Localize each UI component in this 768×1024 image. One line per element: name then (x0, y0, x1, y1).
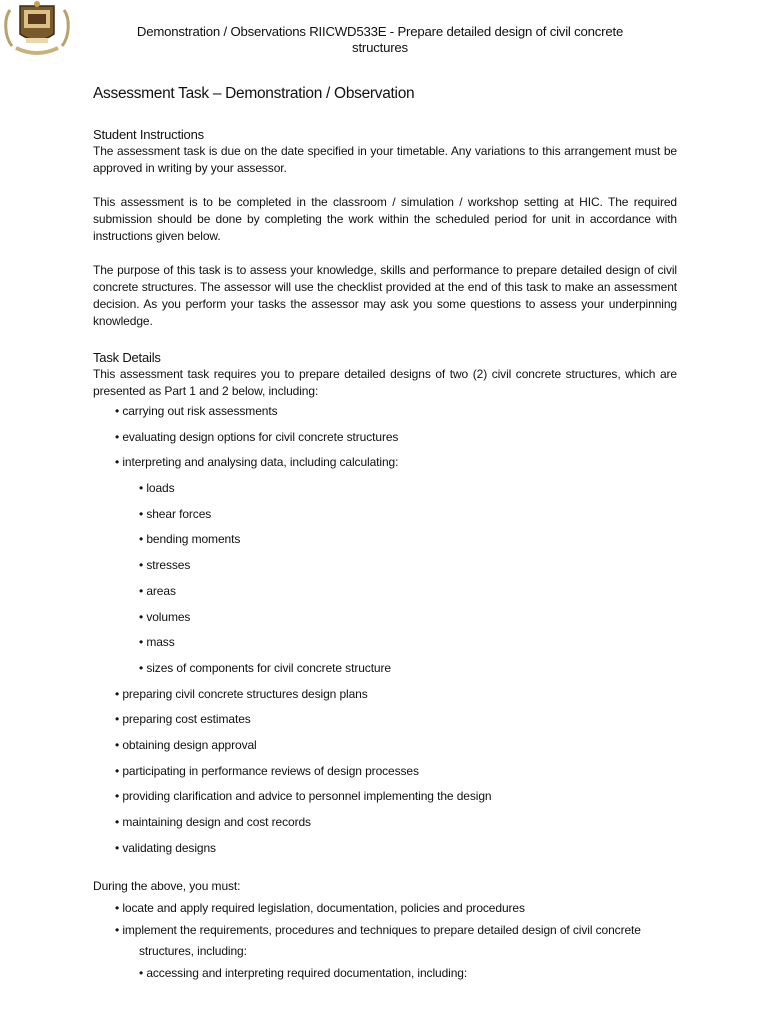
task-list (93, 403, 677, 857)
header-line-1: Demonstration / Observations RIICWD533E - Prepare detailed design of civil concrete (136, 24, 624, 39)
instructions-paragraph-1: The assessment task is due on the date specified in your timetable. Any variations to this arrangement must be approved in writing by your assessor. (93, 144, 677, 175)
list-item-text: • implement the requirements, procedures and techniques to prepare detailed design of civil concrete (115, 922, 641, 937)
instructions-paragraph-2: This assessment is to be completed in the classroom / simulation / workshop setting at HIC. The required submission should be done by completing the work within the scheduled period for unit in accordance with instructions given below. (93, 195, 677, 243)
student-instructions-heading: Student Instructions (93, 127, 204, 142)
list-item: • providing clarification and advice to personnel implementing the design (115, 789, 492, 804)
list-item: • evaluating design options for civil concrete structures (115, 429, 399, 444)
list-item: • shear forces (139, 506, 212, 521)
list-item: • volumes (139, 609, 191, 624)
list-item: • locate and apply required legislation, documentation, policies and procedures (115, 900, 525, 915)
document-header (120, 24, 640, 56)
list-item-continuation: structures, including: (139, 943, 247, 958)
page-title: Assessment Task – Demonstration / Observation (93, 85, 415, 102)
list-item: • bending moments (139, 532, 241, 547)
list-item: • sizes of components for civil concrete structure (139, 660, 391, 675)
instructions-paragraph-3: The purpose of this task is to assess your knowledge, skills and performance to prepare detailed design of civil concrete structures. The assessor will use the checklist provided at the end of this task to make an assessment decision. As you perform your tasks the assessor may ask you some questions to assess your underpinning knowledge. (93, 263, 677, 328)
list-item: • accessing and interpreting required documentation, including: (139, 965, 468, 980)
during-intro: During the above, you must: (93, 878, 241, 893)
document-body (93, 84, 677, 987)
list-item: • obtaining design approval (115, 737, 257, 752)
header-line-2: structures (352, 40, 408, 55)
list-item: • mass (139, 635, 175, 650)
list-item: • preparing cost estimates (115, 712, 251, 727)
list-item: • preparing civil concrete structures design plans (115, 686, 368, 701)
list-item: • stresses (139, 558, 191, 573)
list-item (93, 922, 677, 960)
list-item: • areas (139, 583, 176, 598)
task-details-heading: Task Details (93, 350, 161, 365)
list-item: • loads (139, 481, 175, 496)
list-item: • interpreting and analysing data, including calculating: (115, 455, 399, 470)
list-item: • participating in performance reviews of design processes (115, 763, 419, 778)
institution-logo (2, 0, 72, 58)
list-item: • carrying out risk assessments (115, 404, 278, 418)
task-details-intro: This assessment task requires you to prepare detailed designs of two (2) civil concrete structures, which are presented as Part 1 and 2 below, including: (93, 367, 677, 398)
list-item: • validating designs (115, 840, 216, 855)
list-item: • maintaining design and cost records (115, 815, 311, 829)
during-list (93, 900, 677, 982)
